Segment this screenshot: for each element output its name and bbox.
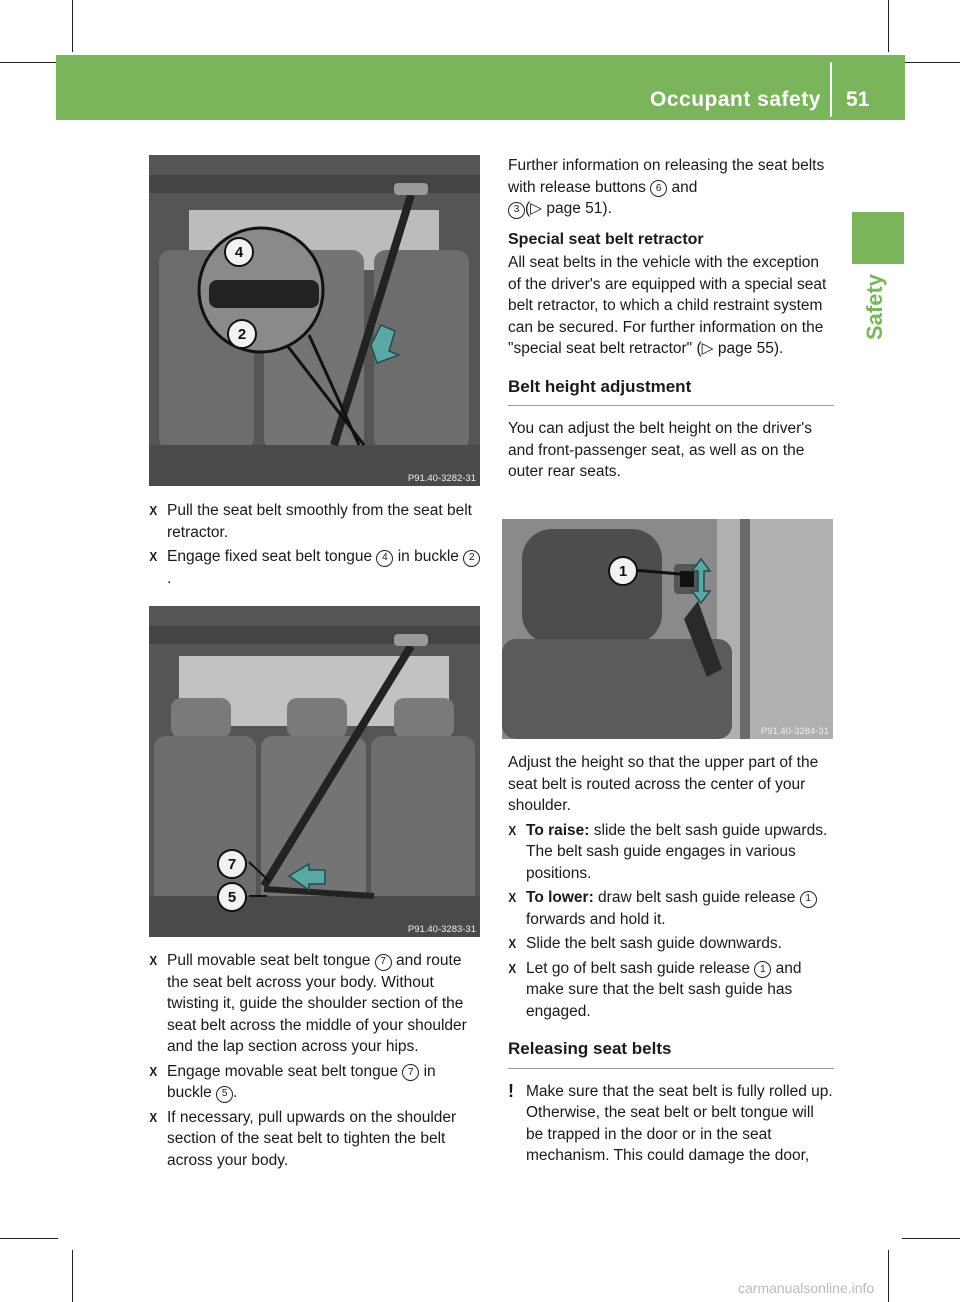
paragraph-release-info bbox=[508, 155, 834, 220]
figure-seat-belt-movable-tongue bbox=[149, 606, 480, 937]
crop-mark bbox=[72, 1250, 73, 1302]
callout-ref: 7 bbox=[402, 1064, 419, 1081]
warning-note bbox=[508, 1081, 834, 1167]
callout-ref: 1 bbox=[754, 961, 771, 978]
crop-mark bbox=[902, 62, 960, 63]
step-text: Engage fixed seat belt tongue bbox=[167, 548, 377, 565]
figure-callout: 7 bbox=[217, 849, 247, 879]
paragraph-adjust-height: Adjust the height so that the upper part of the seat belt is routed across the center of your shoulder. bbox=[508, 754, 819, 814]
step-text: and make sure that the belt sash guide has engaged. bbox=[526, 959, 802, 1020]
callout-ref: 4 bbox=[376, 550, 393, 567]
step-tighten-belt: X If necessary, pull upwards on the shoulder section of the seat belt to tighten the belt across your body. bbox=[149, 1107, 484, 1172]
step-text: . bbox=[167, 569, 172, 587]
callout-ref: 3 bbox=[508, 202, 525, 219]
watermark: carmanualsonline.info bbox=[738, 1280, 875, 1296]
step-text: draw belt sash guide release bbox=[593, 889, 800, 906]
figure-callout: 4 bbox=[224, 237, 254, 267]
step-text: Engage movable seat belt tongue bbox=[167, 1062, 403, 1080]
crop-mark bbox=[0, 62, 58, 63]
callout-ref: 5 bbox=[216, 1086, 233, 1103]
left-steps-2 bbox=[149, 950, 484, 1171]
crop-mark bbox=[902, 1238, 960, 1239]
warning-icon: ! bbox=[508, 1080, 514, 1101]
heading-special-retractor: Special seat belt retractor bbox=[508, 230, 704, 248]
paragraph-special-retractor: All seat belts in the vehicle with the exception of the driver's are equipped with a special seat belt retractor, to which a child restraint system can be secured. For further information on the "special seat belt retractor" (▷ page 55). bbox=[508, 254, 827, 357]
crop-mark bbox=[888, 0, 889, 52]
step-text: . bbox=[233, 1084, 238, 1101]
figure-code: P91.40-3282-31 bbox=[407, 473, 476, 484]
heading-releasing-belts: Releasing seat belts bbox=[508, 1038, 834, 1069]
section-title: Occupant safety bbox=[650, 88, 821, 111]
callout-ref: 6 bbox=[650, 180, 667, 197]
paragraph-text: (▷ page 51). bbox=[525, 200, 612, 217]
rear-seats-illustration bbox=[149, 155, 480, 486]
figure-belt-height-adjustment bbox=[502, 519, 833, 739]
step-pull-belt: X Pull the seat belt smoothly from the seat belt retractor. bbox=[149, 500, 484, 543]
callout-ref: 1 bbox=[800, 891, 817, 908]
step-to-lower bbox=[508, 887, 834, 930]
step-text: Let go of belt sash guide release bbox=[526, 959, 755, 977]
figure-code: P91.40-3283-31 bbox=[407, 924, 476, 935]
step-text: in buckle bbox=[393, 548, 464, 565]
paragraph-text: Further information on releasing the seat belts with release buttons bbox=[508, 157, 825, 196]
chapter-tab bbox=[852, 212, 904, 264]
step-text: in buckle bbox=[167, 1062, 436, 1101]
crop-mark bbox=[72, 0, 73, 52]
headrest-illustration bbox=[502, 519, 833, 739]
figure-callout: 5 bbox=[217, 882, 247, 912]
callout-ref: 7 bbox=[375, 954, 392, 971]
figure-seat-belt-fixed-tongue bbox=[149, 155, 480, 486]
step-label: To raise: bbox=[526, 821, 590, 839]
step-engage-movable-tongue bbox=[149, 1061, 484, 1104]
step-text: slide the belt sash guide upwards. The belt sash guide engages in various positions. bbox=[526, 821, 828, 882]
left-steps-1 bbox=[149, 500, 484, 589]
step-text: and route the seat belt across your body. Without twisting it, guide the shoulder section of the seat belt across the middle of your shoulder and the lap section across your hips. bbox=[167, 952, 467, 1055]
rear-seats-illustration bbox=[149, 606, 480, 937]
callout-ref: 2 bbox=[463, 550, 480, 567]
right-text-1 bbox=[508, 155, 834, 483]
paragraph-text: and bbox=[667, 178, 698, 196]
step-text: Pull movable seat belt tongue bbox=[167, 952, 375, 969]
crop-mark bbox=[0, 1238, 58, 1239]
figure-code: P91.40-3284-31 bbox=[760, 726, 829, 737]
figure-callout: 1 bbox=[608, 556, 638, 586]
heading-belt-height: Belt height adjustment bbox=[508, 376, 834, 407]
page-number: 51 bbox=[846, 88, 870, 111]
header-separator bbox=[830, 62, 832, 117]
step-route-belt bbox=[149, 950, 484, 1058]
step-engage-fixed-tongue bbox=[149, 546, 484, 589]
figure-callout: 2 bbox=[227, 319, 257, 349]
step-label: To lower: bbox=[526, 889, 594, 906]
right-text-2 bbox=[508, 752, 834, 1167]
chapter-label: Safety bbox=[862, 273, 887, 340]
step-to-raise bbox=[508, 820, 834, 885]
step-slide-down: X Slide the belt sash guide downwards. bbox=[508, 933, 834, 955]
step-let-go bbox=[508, 958, 834, 1023]
crop-mark bbox=[888, 1250, 889, 1302]
warning-text: Make sure that the seat belt is fully rolled up. Otherwise, the seat belt or belt tongue will be trapped in the door or in the seat mechanism. This could damage the door, bbox=[526, 1082, 833, 1164]
step-text: forwards and hold it. bbox=[526, 910, 666, 928]
paragraph-belt-height: You can adjust the belt height on the driver's and front-passenger seat, as well as on the outer rear seats. bbox=[508, 420, 812, 480]
